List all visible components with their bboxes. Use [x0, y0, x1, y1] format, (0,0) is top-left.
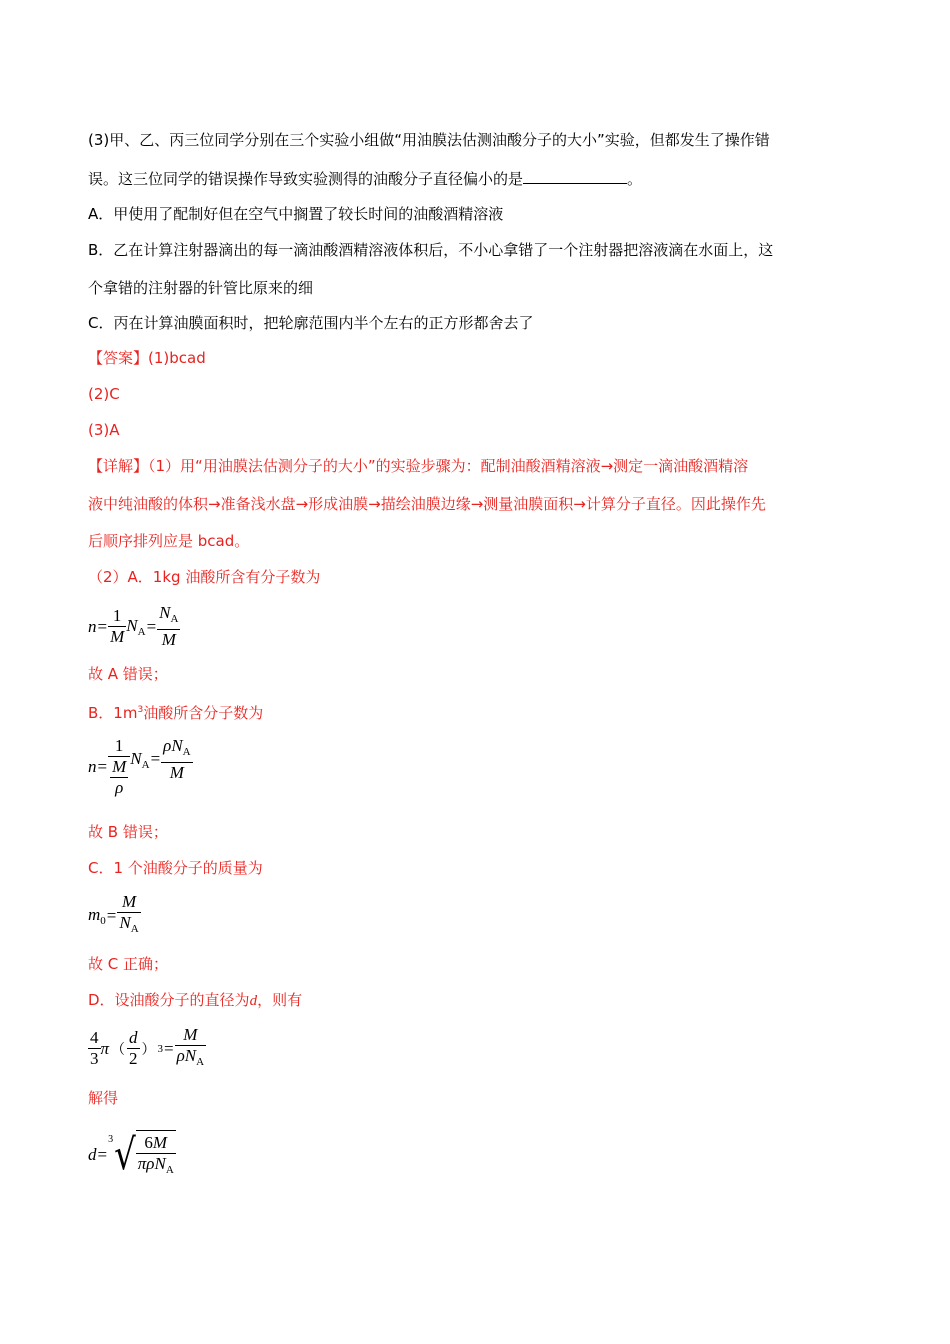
var-M: M [152, 1133, 168, 1152]
radicand [136, 1130, 176, 1180]
fraction-1-over-m-rho [108, 736, 130, 798]
var-rho: ρ [146, 1154, 155, 1173]
var-d: d [88, 1145, 97, 1164]
denominator [175, 1045, 206, 1072]
equals: = [150, 749, 161, 768]
question-3-line-2 [88, 168, 642, 189]
fraction-m-over-na [117, 892, 140, 939]
denominator: M [161, 762, 192, 783]
denominator [117, 912, 140, 939]
fraction-m-over-rho [110, 757, 128, 798]
left-paren: （ [111, 1042, 126, 1058]
right-paren: ） [141, 1042, 156, 1058]
question-3-text: 误。这三位同学的错误操作导致实验测得的油酸分子直径偏小的是 [88, 170, 524, 188]
b-suffix: 油酸所含分子数为 [143, 704, 264, 722]
numerator: M [121, 892, 137, 911]
numerator [161, 736, 192, 762]
sub-A: A [137, 625, 146, 638]
var-n: n [88, 757, 97, 776]
cube-root [108, 1130, 176, 1180]
avogadro [126, 616, 145, 638]
option-c: C．丙在计算油膜面积时，把轮廓范围内半个左右的正方形都舍去了 [88, 314, 534, 332]
question-3-period: 。 [627, 170, 643, 188]
fraction-4-over-3 [88, 1028, 101, 1069]
formula-molecule-count-m3 [88, 736, 193, 798]
answer-tag: 【答案】 [88, 349, 149, 367]
var-pi: π [100, 1038, 110, 1058]
var-rho: ρ [163, 736, 172, 755]
option-b-line-2: 个拿错的注射器的针管比原来的细 [88, 279, 314, 297]
d-prefix: D．设油酸分子的直径为 [88, 991, 250, 1009]
var-N: N [130, 749, 142, 768]
root-index: 3 [108, 1134, 114, 1145]
answer-blank [523, 168, 627, 184]
formula-sphere-volume [88, 1025, 206, 1072]
equals: = [97, 757, 108, 776]
numerator: 1 [114, 736, 124, 755]
denominator: ρ [110, 777, 128, 798]
detail-part-2-b [88, 700, 263, 723]
fraction-m-over-rho-na [175, 1025, 206, 1072]
var-N: N [184, 1046, 197, 1065]
m0 [88, 905, 106, 927]
sub-A: A [196, 1056, 205, 1068]
answer-1: (1)bcad [148, 349, 206, 367]
option-b-line-1: B．乙在计算注射器滴出的每一滴油酸酒精溶液体积后，不小心拿错了一个注射器把溶液滴在水面上，这 [88, 241, 774, 259]
detail-p1-1: （1）用“用油膜法估测分子的大小”的实验步骤为：配制油酸酒精溶液→测定一滴油酸酒精溶 [148, 457, 749, 475]
fraction-6m-over-pi-rho-na [136, 1133, 176, 1180]
numerator: M [183, 1025, 198, 1044]
numerator: 4 [90, 1028, 99, 1047]
var-m: m [88, 904, 101, 924]
b-prefix: B．1m [88, 704, 138, 722]
option-a: A．甲使用了配制好但在空气中搁置了较长时间的油酸酒精溶液 [88, 205, 504, 223]
detail-c-conclusion: 故 C 正确； [88, 955, 169, 973]
fraction-na-over-m [157, 603, 180, 650]
sub-A: A [170, 613, 179, 625]
numerator: M [112, 757, 127, 776]
equals: = [97, 1145, 108, 1164]
sub-A: A [165, 1164, 174, 1176]
detail-b-conclusion: 故 B 错误； [88, 823, 168, 841]
var-N: N [126, 615, 138, 635]
exponent-3: 3 [157, 1042, 164, 1055]
fraction-1-over-m [108, 606, 126, 647]
var-N: N [171, 736, 183, 755]
denominator: M [157, 629, 180, 650]
denominator: 2 [129, 1049, 138, 1068]
numerator [136, 1133, 176, 1153]
denominator: M [110, 627, 125, 646]
six: 6 [144, 1133, 153, 1152]
var-n: n [88, 616, 97, 636]
detail-a-conclusion: 故 A 错误； [88, 665, 168, 683]
var-N: N [154, 1154, 166, 1173]
avogadro [130, 749, 149, 771]
sub-A: A [182, 746, 191, 758]
d-variable: d [249, 993, 258, 1009]
detail-line-1 [88, 456, 748, 476]
equals: = [164, 1038, 174, 1058]
equals: = [106, 905, 117, 925]
denominator: 3 [90, 1049, 99, 1068]
answer-line-1 [88, 348, 206, 368]
answer-2: (2)C [88, 385, 120, 403]
d-suffix: ，则有 [257, 991, 303, 1009]
radical-sign: √ [114, 1130, 136, 1180]
formula-diameter [88, 1130, 176, 1180]
detail-line-3: 后顺序排列应是 bcad。 [88, 532, 250, 550]
var-pi: π [137, 1154, 147, 1173]
detail-solve: 解得 [88, 1089, 119, 1107]
numerator: d [129, 1028, 138, 1047]
fraction-d-over-2 [127, 1028, 140, 1069]
detail-part-2-d [88, 990, 302, 1011]
equals: = [146, 616, 157, 636]
detail-part-2-a: （2）A．1kg 油酸所含有分子数为 [88, 568, 321, 586]
sub-A: A [141, 759, 150, 771]
sub-A: A [130, 923, 139, 935]
var-N: N [119, 913, 131, 932]
denominator [136, 1153, 176, 1180]
detail-line-2: 液中纯油酸的体积→准备浅水盘→形成油膜→描绘油膜边缘→测量油膜面积→计算分子直径。因此操作先 [88, 495, 766, 513]
denominator [108, 756, 130, 798]
answer-3: (3)A [88, 421, 120, 439]
b-superscript: 3 [137, 705, 144, 715]
sub-0: 0 [100, 914, 106, 927]
detail-part-2-c: C．1 个油酸分子的质量为 [88, 859, 263, 877]
formula-molecule-count-kg [88, 603, 180, 650]
var-N: N [159, 603, 171, 622]
detail-tag: 【详解】 [88, 457, 149, 475]
fraction-rho-na-over-m [161, 736, 192, 783]
formula-molecule-mass [88, 892, 141, 939]
var-rho: ρ [176, 1046, 185, 1065]
numerator [157, 603, 180, 629]
question-3-line-1: (3)甲、乙、丙三位同学分别在三个实验小组做“用油膜法估测油酸分子的大小”实验，但都发生了操作错 [88, 131, 770, 149]
numerator: 1 [112, 606, 122, 625]
equals: = [97, 616, 108, 636]
